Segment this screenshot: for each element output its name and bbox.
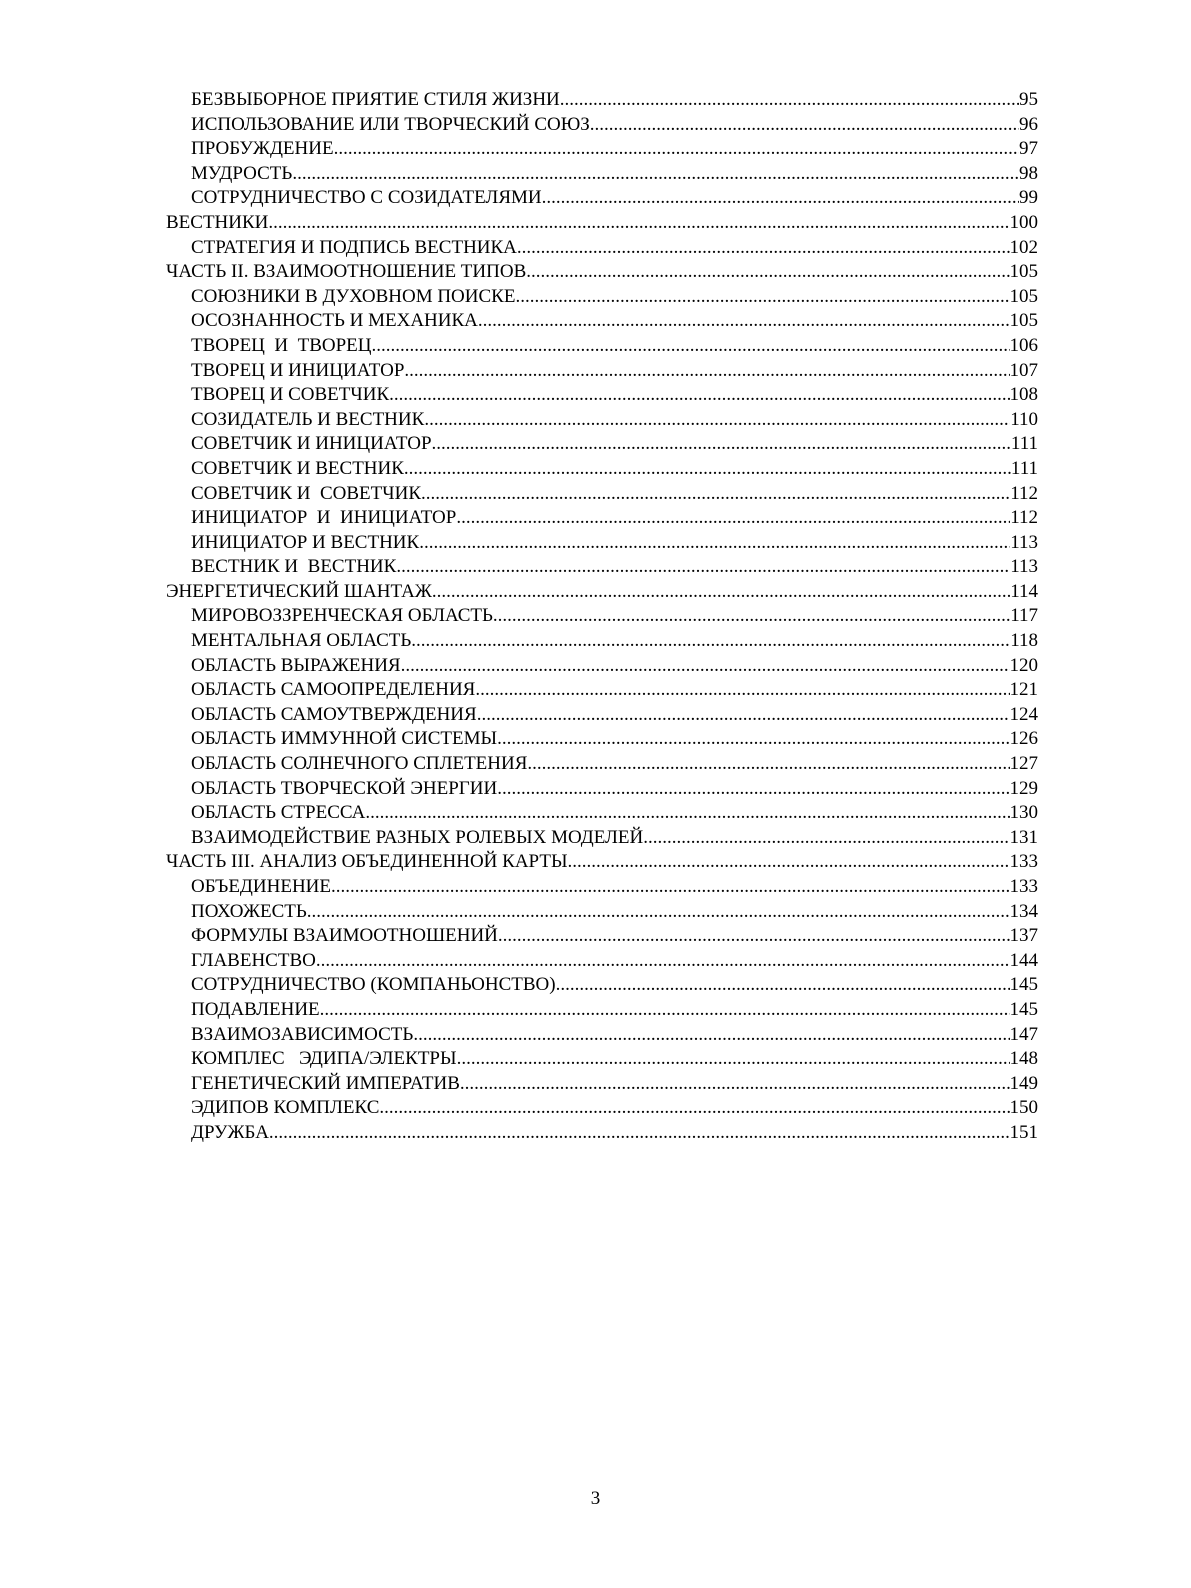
toc-entry-page: 148 — [1009, 1048, 1038, 1070]
toc-entry[interactable] — [166, 850, 1038, 875]
toc-entry-page: 107 — [1009, 359, 1038, 381]
toc-entry-page: 133 — [1009, 876, 1038, 897]
toc-entry-page: 150 — [1009, 1097, 1038, 1119]
toc-entry[interactable] — [166, 703, 1038, 728]
dot-leader — [478, 309, 1010, 334]
dot-leader — [477, 703, 1010, 728]
toc-entry-page: 100 — [1009, 211, 1038, 233]
toc-entry-title: БЕЗВЫБОРНОЕ ПРИЯТИЕ СТИЛЯ ЖИЗНИ — [191, 89, 560, 110]
toc-entry-page: 113 — [1010, 556, 1038, 578]
dot-leader — [643, 826, 1009, 851]
toc-entry[interactable] — [166, 875, 1038, 900]
dot-leader — [419, 531, 1010, 556]
table-of-contents — [166, 88, 1038, 1146]
dot-leader — [568, 850, 1010, 875]
toc-entry-title: ГЕНЕТИЧЕСКИЙ ИМПЕРАТИВ — [191, 1072, 460, 1094]
toc-entry-title: ТВОРЕЦ И ИНИЦИАТОР — [191, 359, 405, 381]
toc-entry-page: 110 — [1010, 408, 1038, 430]
toc-entry-title: ИСПОЛЬЗОВАНИЕ ИЛИ ТВОРЧЕСКИЙ СОЮЗ — [191, 113, 590, 135]
toc-entry[interactable] — [166, 1096, 1038, 1121]
toc-entry[interactable] — [166, 408, 1038, 433]
dot-leader — [515, 285, 1009, 310]
dot-leader — [460, 1072, 1010, 1097]
toc-entry-title: СОЗИДАТЕЛЬ И ВЕСТНИК — [191, 408, 425, 430]
dot-leader — [560, 88, 1019, 113]
toc-entry[interactable] — [166, 777, 1038, 802]
dot-leader — [542, 186, 1019, 211]
page-number: 3 — [590, 1488, 601, 1509]
toc-entry-title: ОСОЗНАННОСТЬ И МЕХАНИКА — [191, 310, 478, 332]
toc-entry-page: 111 — [1010, 433, 1038, 455]
dot-leader — [432, 432, 1011, 457]
toc-entry[interactable] — [166, 727, 1038, 752]
dot-leader — [331, 875, 1010, 900]
toc-entry-page: 137 — [1009, 925, 1038, 947]
toc-entry[interactable] — [166, 309, 1038, 334]
toc-entry-title: ПОДАВЛЕНИЕ — [191, 998, 320, 1020]
toc-entry[interactable] — [166, 236, 1038, 261]
toc-entry-title: ДРУЖБА — [191, 1121, 269, 1143]
dot-leader — [475, 678, 1009, 703]
dot-leader — [517, 236, 1010, 261]
toc-entry-page: 126 — [1009, 728, 1038, 750]
toc-entry-title: ЭНЕРГЕТИЧЕСКИЙ ШАНТАЖ — [166, 580, 432, 602]
toc-entry-page: 121 — [1009, 679, 1038, 701]
dot-leader — [269, 1121, 1010, 1146]
toc-entry-title: ОБЛАСТЬ СОЛНЕЧНОГО СПЛЕТЕНИЯ — [191, 753, 528, 775]
toc-entry[interactable] — [166, 186, 1038, 211]
toc-entry-title: СОВЕТЧИК И СОВЕТЧИК — [191, 482, 422, 504]
toc-entry-page: 97 — [1019, 138, 1038, 160]
toc-entry-title: МИРОВОЗЗРЕНЧЕСКАЯ ОБЛАСТЬ — [191, 605, 493, 627]
dot-leader — [411, 629, 1010, 654]
toc-entry[interactable] — [166, 506, 1038, 531]
toc-entry[interactable] — [166, 113, 1038, 138]
dot-leader — [497, 727, 1009, 752]
toc-entry-title: ВЕСТНИК И ВЕСТНИК — [191, 556, 397, 578]
toc-entry-title: ИНИЦИАТОР И ИНИЦИАТОР — [191, 507, 457, 529]
toc-entry-page: 133 — [1009, 851, 1038, 873]
toc-entry-page: 124 — [1009, 703, 1038, 725]
toc-entry-page: 105 — [1009, 285, 1038, 307]
toc-entry-title: МУДРОСТЬ — [191, 162, 293, 184]
toc-entry[interactable] — [166, 900, 1038, 925]
toc-entry-title: ФОРМУЛЫ ВЗАИМООТНОШЕНИЙ — [191, 925, 498, 947]
dot-leader — [493, 604, 1010, 629]
toc-entry-title: МЕНТАЛЬНАЯ ОБЛАСТЬ — [191, 630, 412, 652]
dot-leader — [457, 1047, 1010, 1072]
toc-entry-title: ТВОРЕЦ И ТВОРЕЦ — [191, 334, 372, 356]
toc-entry[interactable] — [166, 654, 1038, 679]
toc-entry-page: 95 — [1019, 89, 1038, 110]
toc-entry-title: ВЗАИМОЗАВИСИМОСТЬ — [191, 1023, 414, 1045]
toc-entry-title: ВЕСТНИКИ — [166, 211, 269, 233]
toc-entry[interactable] — [166, 334, 1038, 359]
toc-entry[interactable] — [166, 359, 1038, 384]
toc-entry-page: 106 — [1009, 334, 1038, 356]
toc-entry-title: ОБЛАСТЬ САМОУТВЕРЖДЕНИЯ — [191, 703, 477, 725]
toc-entry[interactable] — [166, 973, 1038, 998]
toc-entry-page: 134 — [1009, 900, 1038, 922]
toc-entry-title: СОТРУДНИЧЕСТВО С СОЗИДАТЕЛЯМИ — [191, 187, 542, 209]
toc-entry[interactable] — [166, 826, 1038, 851]
toc-entry[interactable] — [166, 137, 1038, 162]
toc-entry-title: ВЗАИМОДЕЙСТВИЕ РАЗНЫХ РОЛЕВЫХ МОДЕЛЕЙ — [191, 826, 644, 848]
dot-leader — [389, 383, 1009, 408]
toc-entry[interactable] — [166, 1072, 1038, 1097]
toc-entry-title: ОБЪЕДИНЕНИЕ — [191, 876, 331, 897]
toc-entry[interactable] — [166, 482, 1038, 507]
dot-leader — [372, 334, 1010, 359]
toc-entry-page: 118 — [1010, 630, 1038, 652]
dot-leader — [292, 162, 1019, 187]
toc-entry-page: 145 — [1009, 998, 1038, 1020]
toc-entry[interactable] — [166, 629, 1038, 654]
toc-entry[interactable] — [166, 924, 1038, 949]
toc-entry-title: ОБЛАСТЬ САМООПРЕДЕЛЕНИЯ — [191, 679, 476, 701]
dot-leader — [556, 973, 1010, 998]
dot-leader — [498, 924, 1010, 949]
toc-entry-title: ЧАСТЬ II. ВЗАИМООТНОШЕНИЕ ТИПОВ — [166, 261, 527, 283]
toc-entry-title: ПОХОЖЕСТЬ — [191, 900, 307, 922]
dot-leader — [365, 801, 1009, 826]
dot-leader — [334, 137, 1019, 162]
dot-leader — [497, 777, 1009, 802]
dot-leader — [320, 998, 1010, 1023]
toc-entry-title: ПРОБУЖДЕНИЕ — [191, 138, 334, 160]
dot-leader — [404, 359, 1009, 384]
toc-entry-page: 102 — [1009, 236, 1038, 258]
dot-leader — [401, 654, 1010, 679]
toc-entry-page: 130 — [1009, 802, 1038, 824]
toc-entry-page: 145 — [1009, 974, 1038, 996]
toc-entry-page: 151 — [1009, 1121, 1038, 1143]
toc-entry[interactable] — [166, 260, 1038, 285]
toc-entry-page: 147 — [1009, 1023, 1038, 1045]
toc-entry[interactable] — [166, 211, 1038, 236]
toc-entry[interactable] — [166, 285, 1038, 310]
toc-entry[interactable] — [166, 580, 1038, 605]
toc-entry[interactable] — [166, 1121, 1038, 1146]
toc-entry-page: 144 — [1009, 949, 1038, 971]
toc-entry[interactable] — [166, 1023, 1038, 1048]
toc-entry-title: СТРАТЕГИЯ И ПОДПИСЬ ВЕСТНИКА — [191, 236, 517, 258]
toc-entry-page: 96 — [1019, 113, 1038, 135]
toc-entry-page: 129 — [1009, 777, 1038, 799]
toc-entry-title: СОВЕТЧИК И ВЕСТНИК — [191, 457, 404, 479]
dot-leader — [421, 482, 1010, 507]
toc-entry-page: 98 — [1019, 162, 1038, 184]
toc-entry-page: 149 — [1009, 1072, 1038, 1094]
toc-entry-title: ГЛАВЕНСТВО — [191, 949, 316, 971]
toc-entry[interactable] — [166, 162, 1038, 187]
toc-entry-page: 111 — [1010, 457, 1038, 479]
dot-leader — [432, 580, 1010, 605]
toc-entry[interactable] — [166, 678, 1038, 703]
toc-entry-title: СОВЕТЧИК И ИНИЦИАТОР — [191, 433, 432, 455]
toc-entry[interactable] — [166, 457, 1038, 482]
toc-entry-title: ОБЛАСТЬ СТРЕССА — [191, 802, 366, 824]
toc-entry[interactable] — [166, 752, 1038, 777]
toc-entry-page: 105 — [1009, 261, 1038, 283]
dot-leader — [268, 211, 1009, 236]
dot-leader — [590, 113, 1019, 138]
toc-entry-title: КОМПЛЕС ЭДИПА/ЭЛЕКТРЫ — [191, 1048, 457, 1070]
dot-leader — [424, 408, 1010, 433]
toc-entry-page: 108 — [1009, 384, 1038, 406]
toc-entry[interactable] — [166, 998, 1038, 1023]
toc-entry-page: 127 — [1009, 753, 1038, 775]
toc-entry-page: 117 — [1010, 605, 1038, 627]
toc-entry-page: 112 — [1010, 507, 1038, 529]
dot-leader — [527, 752, 1009, 777]
toc-entry[interactable] — [166, 432, 1038, 457]
toc-entry-title: ТВОРЕЦ И СОВЕТЧИК — [191, 384, 390, 406]
toc-entry-title: ЧАСТЬ III. АНАЛИЗ ОБЪЕДИНЕННОЙ КАРТЫ — [166, 851, 568, 873]
toc-entry-title: ЭДИПОВ КОМПЛЕКС — [191, 1097, 380, 1119]
dot-leader — [456, 506, 1010, 531]
toc-entry-title: ОБЛАСТЬ ИММУННОЙ СИСТЕМЫ — [191, 728, 498, 750]
toc-entry[interactable] — [166, 604, 1038, 629]
dot-leader — [379, 1096, 1009, 1121]
toc-entry-page: 131 — [1009, 826, 1038, 848]
toc-entry-page: 112 — [1010, 482, 1038, 504]
dot-leader — [526, 260, 1009, 285]
toc-entry-title: ИНИЦИАТОР И ВЕСТНИК — [191, 531, 420, 553]
dot-leader — [307, 900, 1010, 925]
toc-entry-title: ОБЛАСТЬ ТВОРЧЕСКОЙ ЭНЕРГИИ — [191, 777, 498, 799]
toc-entry[interactable] — [166, 1047, 1038, 1072]
toc-entry[interactable] — [166, 531, 1038, 556]
toc-entry-title: СОТРУДНИЧЕСТВО (КОМПАНЬОНСТВО) — [191, 974, 556, 996]
toc-entry-page: 113 — [1010, 531, 1038, 553]
dot-leader — [396, 555, 1010, 580]
dot-leader — [404, 457, 1011, 482]
toc-entry[interactable] — [166, 555, 1038, 580]
toc-entry[interactable] — [166, 801, 1038, 826]
toc-entry[interactable] — [166, 88, 1038, 113]
toc-entry[interactable] — [166, 383, 1038, 408]
toc-entry-page: 99 — [1019, 187, 1038, 209]
toc-entry-page: 120 — [1009, 654, 1038, 676]
toc-entry-page: 105 — [1009, 310, 1038, 332]
toc-entry-title: ОБЛАСТЬ ВЫРАЖЕНИЯ — [191, 654, 401, 676]
dot-leader — [316, 949, 1010, 974]
dot-leader — [413, 1023, 1009, 1048]
toc-entry[interactable] — [166, 949, 1038, 974]
toc-entry-page: 114 — [1010, 580, 1038, 602]
toc-entry-title: СОЮЗНИКИ В ДУХОВНОМ ПОИСКЕ — [191, 285, 516, 307]
